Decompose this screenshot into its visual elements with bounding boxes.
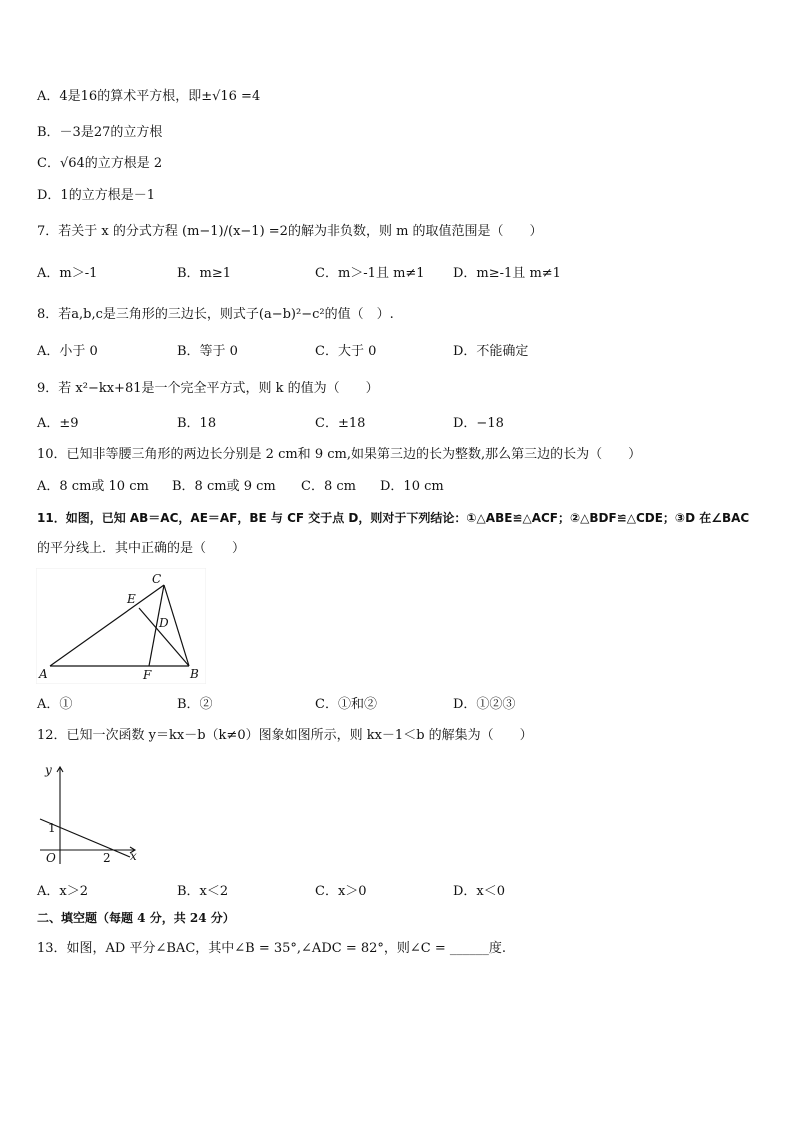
q10-option-b: B．8 cm或 9 cm [172, 479, 276, 494]
q8-option-a: A．小于 0 [37, 344, 98, 359]
q10-option-d: D．10 cm [380, 479, 444, 494]
point-label-f: F [143, 668, 152, 682]
q9-option-a: A．±9 [37, 416, 79, 431]
point-label-e: E [127, 592, 136, 606]
section-title-fill-in: 二、填空题（每题 4 分，共 24 分） [37, 911, 235, 925]
q6-option-c: C．√64的立方根是 2 [37, 156, 163, 171]
q11-option-a: A．① [37, 697, 73, 712]
point-label-d: D [159, 616, 169, 630]
origin-label: O [46, 851, 56, 865]
q11-stem-line2: 的平分线上．其中正确的是（ ） [37, 541, 246, 556]
q6-option-d: D．1的立方根是－1 [37, 188, 155, 203]
q8-option-c: C．大于 0 [315, 344, 377, 359]
x-axis-label: x [130, 849, 137, 863]
q12-linear-graph [38, 760, 148, 868]
x-intercept-label: 2 [103, 851, 111, 865]
q11-stem-line1: 11．如图，已知 AB＝AC，AE＝AF，BE 与 CF 交于点 D，则对于下列结论：①△ABE≌△ACF；②△BDF≌△CDE；③D 在∠BAC [37, 511, 750, 525]
q9-stem: 9．若 x²−kx+81是一个完全平方式，则 k 的值为（ ） [37, 381, 379, 396]
q12-option-c: C．x＞0 [315, 884, 367, 899]
y-axis-label: y [45, 763, 52, 777]
point-label-c: C [152, 572, 162, 586]
q13-stem: 13．如图，AD 平分∠BAC，其中∠B = 35°,∠ADC = 82°，则∠C = ______度. [37, 941, 507, 956]
q11-option-b: B．② [177, 697, 213, 712]
q9-option-d: D．−18 [453, 416, 504, 431]
q12-option-b: B．x＜2 [177, 884, 229, 899]
point-label-b: B [190, 667, 199, 681]
q8-option-b: B．等于 0 [177, 344, 238, 359]
q11-triangle-figure [36, 568, 206, 684]
y-intercept-label: 1 [48, 821, 56, 835]
q9-option-c: C．±18 [315, 416, 366, 431]
q7-option-a: A．m＞-1 [37, 266, 98, 281]
q9-option-b: B．18 [177, 416, 217, 431]
q10-option-c: C．8 cm [301, 479, 356, 494]
q10-option-a: A．8 cm或 10 cm [37, 479, 149, 494]
q12-stem: 12．已知一次函数 y＝kx－b（k≠0）图象如图所示，则 kx－1＜b 的解集为（ ） [37, 728, 533, 743]
q7-option-d: D．m≥-1且 m≠1 [453, 266, 561, 281]
q8-stem: 8．若a,b,c是三角形的三边长，则式子(a−b)²−c²的值（ ）. [37, 307, 394, 322]
q8-option-d: D．不能确定 [453, 344, 529, 359]
q11-option-d: D．①②③ [453, 697, 516, 712]
q10-stem: 10．已知非等腰三角形的两边长分别是 2 cm和 9 cm,如果第三边的长为整数,那么第三边的长为（ ） [37, 447, 642, 462]
q7-option-b: B．m≥1 [177, 266, 232, 281]
q6-option-b: B．－3是27的立方根 [37, 125, 163, 140]
q12-option-a: A．x＞2 [37, 884, 88, 899]
q12-option-d: D．x＜0 [453, 884, 506, 899]
q11-option-c: C．①和② [315, 697, 377, 712]
q7-option-c: C．m＞-1且 m≠1 [315, 266, 425, 281]
q6-option-a: A．4是16的算术平方根，即±√16 =4 [37, 89, 261, 104]
q7-stem: 7．若关于 x 的分式方程 (m−1)/(x−1) =2的解为非负数，则 m 的取值范围是（ ） [37, 224, 543, 239]
point-label-a: A [39, 667, 48, 681]
